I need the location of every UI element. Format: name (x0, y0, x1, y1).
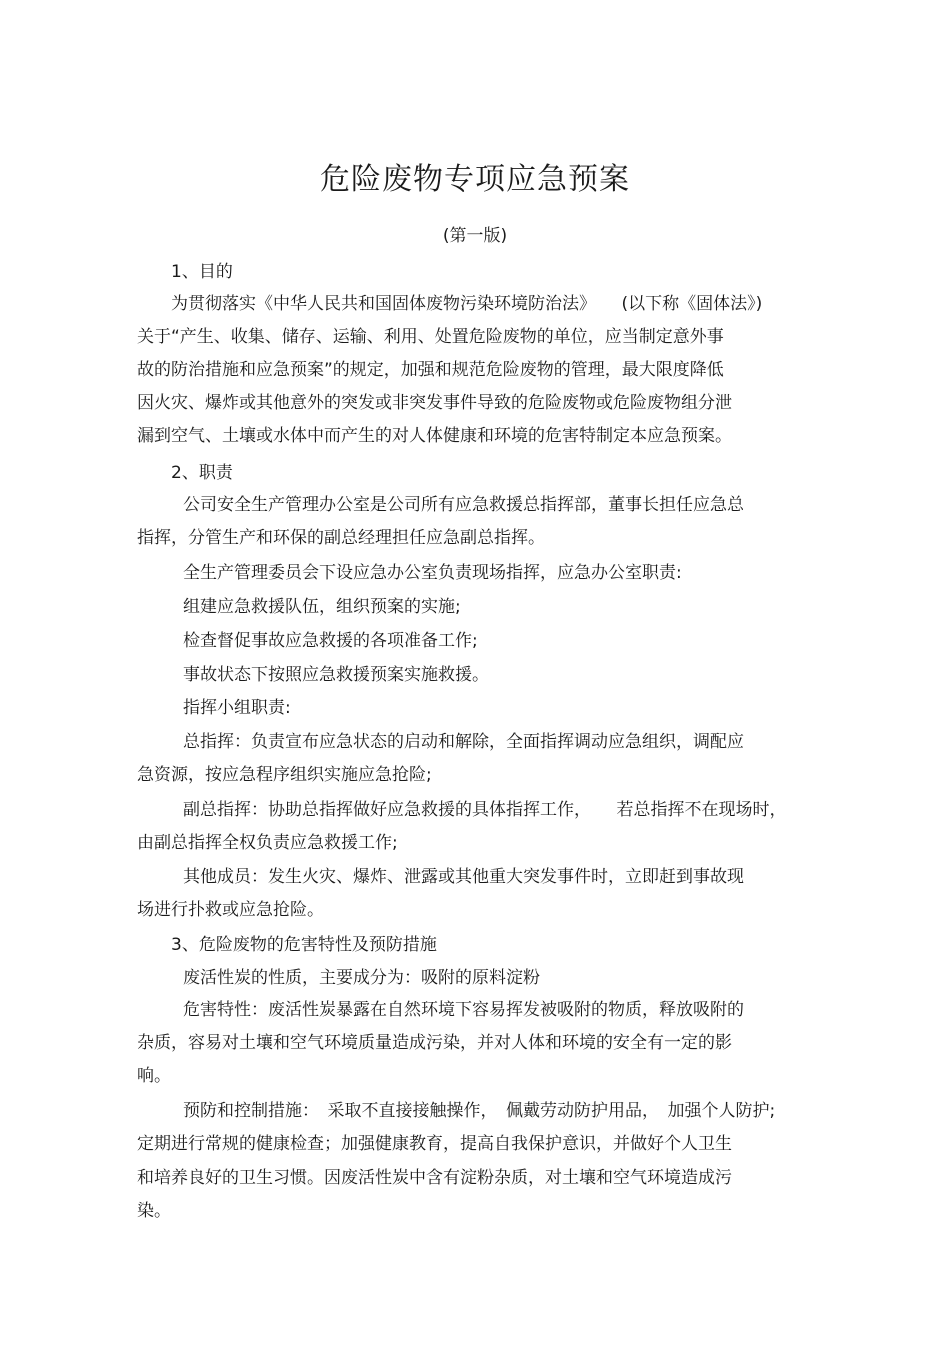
document-title: 危险废物专项应急预案 (320, 162, 630, 197)
paragraph-line: 和培养良好的卫生习惯。因废活性炭中含有淀粉杂质，对土壤和空气环境造成污 (137, 1168, 732, 1188)
paragraph-line: 检查督促事故应急救援的各项准备工作; (183, 631, 478, 651)
paragraph-line: 指挥，分管生产和环保的副总经理担任应急副总指挥。 (137, 528, 545, 548)
section-heading-purpose: 1、目的 (171, 262, 233, 282)
paragraph-line: 公司安全生产管理办公室是公司所有应急救援总指挥部，董事长担任应急总 (183, 495, 744, 515)
paragraph-line: 总指挥：负责宣布应急状态的启动和解除，全面指挥调动应急组织，调配应 (183, 732, 744, 752)
paragraph-line: 故的防治措施和应急预案”的规定，加强和规范危险废物的管理，最大限度降低 (137, 360, 724, 380)
paragraph-line: 场进行扑救或应急抢险。 (137, 900, 324, 920)
paragraph-line: 杂质，容易对土壤和空气环境质量造成污染，并对人体和环境的安全有一定的影 (137, 1033, 732, 1053)
paragraph-line: 危害特性：废活性炭暴露在自然环境下容易挥发被吸附的物质，释放吸附的 (183, 1000, 744, 1020)
paragraph-line: 预防和控制措施： 采取不直接接触操作， 佩戴劳动防护用品， 加强个人防护; (183, 1101, 776, 1121)
document-edition: (第一版) (442, 226, 508, 246)
paragraph-line: 漏到空气、土壤或水体中而产生的对人体健康和环境的危害特制定本应急预案。 (137, 426, 732, 446)
paragraph-line: 定期进行常规的健康检查；加强健康教育，提高自我保护意识，并做好个人卫生 (137, 1134, 732, 1154)
section-heading-hazards: 3、危险废物的危害特性及预防措施 (171, 935, 437, 955)
paragraph-line: 其他成员：发生火灾、爆炸、泄露或其他重大突发事件时，立即赶到事故现 (183, 867, 744, 887)
section-heading-duties: 2、职责 (171, 463, 233, 483)
paragraph-line: 由副总指挥全权负责应急救援工作; (137, 833, 398, 853)
paragraph-line: 事故状态下按照应急救援预案实施救援。 (183, 665, 489, 685)
paragraph-line: 关于“产生、收集、储存、运输、利用、处置危险废物的单位，应当制定意外事 (137, 327, 724, 347)
paragraph-line: 组建应急救援队伍，组织预案的实施; (183, 597, 461, 617)
paragraph-line: 急资源，按应急程序组织实施应急抢险; (137, 765, 432, 785)
paragraph-line: 响。 (137, 1066, 171, 1086)
paragraph-line: 废活性炭的性质，主要成分为：吸附的原料淀粉 (183, 968, 540, 988)
paragraph-line: 副总指挥：协助总指挥做好应急救援的具体指挥工作， 若总指挥不在现场时， (183, 800, 787, 820)
paragraph-line: 全生产管理委员会下设应急办公室负责现场指挥，应急办公室职责: (183, 563, 682, 583)
paragraph-line: 因火灾、爆炸或其他意外的突发或非突发事件导致的危险废物或危险废物组分泄 (137, 393, 732, 413)
paragraph-line: 染。 (137, 1201, 171, 1221)
paragraph-line: 指挥小组职责: (183, 698, 291, 718)
paragraph-line: 为贯彻落实《中华人民共和国固体废物污染环境防治法》 (以下称《固体法》) (171, 294, 763, 314)
